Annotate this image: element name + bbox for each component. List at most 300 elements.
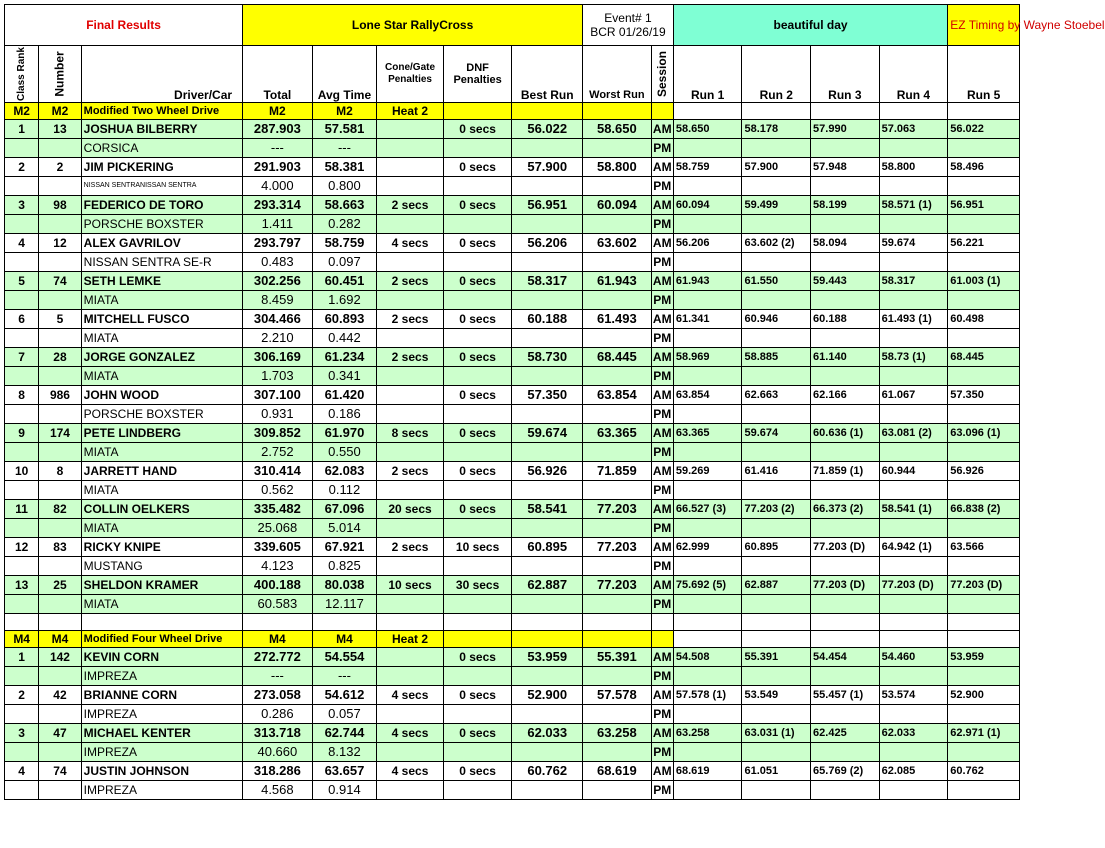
empty-cell (583, 367, 652, 386)
empty-cell (5, 481, 39, 500)
best-run: 62.033 (512, 724, 583, 743)
driver-name: MITCHELL FUSCO (81, 310, 242, 329)
total-time: 291.903 (243, 158, 313, 177)
empty-cell (39, 481, 81, 500)
run-1-time: 61.341 (673, 310, 742, 329)
empty-cell (742, 405, 811, 424)
table-row-car (5, 139, 1020, 158)
header-dnf: DNF Penalties (443, 46, 512, 103)
run-2-time: 77.203 (2) (742, 500, 811, 519)
empty-cell (39, 595, 81, 614)
run-4-time: 57.063 (879, 120, 948, 139)
empty-cell (39, 614, 81, 631)
empty-cell (811, 519, 880, 538)
empty-cell (673, 595, 742, 614)
avg-time: 67.096 (312, 500, 377, 519)
empty-cell (512, 781, 583, 800)
cone-penalty: 2 secs (377, 348, 444, 367)
empty-cell (673, 329, 742, 348)
run-1-time: 54.508 (673, 648, 742, 667)
timing-credit: EZ Timing by Wayne Stoebel (948, 5, 1020, 46)
session-am: AM (651, 686, 673, 705)
session-pm: PM (651, 595, 673, 614)
session-am: AM (651, 310, 673, 329)
diff-avg: 0.186 (312, 405, 377, 424)
best-run: 60.895 (512, 538, 583, 557)
driver-name: JARRETT HAND (81, 462, 242, 481)
empty-cell (377, 667, 444, 686)
diff-previous: 2.210 (243, 329, 313, 348)
cone-penalty: 4 secs (377, 234, 444, 253)
header-row (5, 46, 1020, 103)
run-4-time: 60.944 (879, 462, 948, 481)
class-header-row (5, 103, 1020, 120)
cone-penalty (377, 386, 444, 405)
class-rank: 10 (5, 462, 39, 481)
class-name: Modified Two Wheel Drive (81, 103, 242, 120)
run-3-time: 61.140 (811, 348, 880, 367)
table-row (5, 686, 1020, 705)
run-4-time: 58.571 (1) (879, 196, 948, 215)
empty-cell (5, 139, 39, 158)
empty-cell (673, 667, 742, 686)
avg-time: 60.893 (312, 310, 377, 329)
session-am: AM (651, 120, 673, 139)
run-3-time: 60.188 (811, 310, 880, 329)
empty-cell (879, 215, 948, 234)
empty-cell (512, 519, 583, 538)
table-row (5, 196, 1020, 215)
empty-cell (377, 405, 444, 424)
empty-cell (879, 177, 948, 196)
class-empty-cell (742, 103, 811, 120)
dnf-penalty: 0 secs (443, 158, 512, 177)
empty-cell (742, 139, 811, 158)
car-model: MIATA (81, 595, 242, 614)
diff-avg: 8.132 (312, 743, 377, 762)
table-row-car (5, 291, 1020, 310)
run-3-time: 77.203 (D) (811, 576, 880, 595)
header-worst-run: Worst Run (583, 46, 652, 103)
empty-cell (673, 705, 742, 724)
run-5-time: 66.838 (2) (948, 500, 1020, 519)
avg-time: 58.759 (312, 234, 377, 253)
empty-cell (377, 139, 444, 158)
best-run: 57.350 (512, 386, 583, 405)
class-header-row (5, 631, 1020, 648)
run-5-time: 63.096 (1) (948, 424, 1020, 443)
total-time: 318.286 (243, 762, 313, 781)
run-2-time: 55.391 (742, 648, 811, 667)
avg-time: 80.038 (312, 576, 377, 595)
empty-cell (742, 519, 811, 538)
empty-cell (39, 177, 81, 196)
session-pm: PM (651, 443, 673, 462)
best-run: 53.959 (512, 648, 583, 667)
run-4-time: 77.203 (D) (879, 576, 948, 595)
run-2-time: 57.900 (742, 158, 811, 177)
best-run: 60.188 (512, 310, 583, 329)
class-rank-label: M4 (5, 631, 39, 648)
empty-cell (512, 443, 583, 462)
empty-cell (948, 367, 1020, 386)
run-3-time: 60.636 (1) (811, 424, 880, 443)
diff-avg: 0.550 (312, 443, 377, 462)
run-3-time: 77.203 (D) (811, 538, 880, 557)
table-row-car (5, 329, 1020, 348)
event-name: Lone Star RallyCross (243, 5, 583, 46)
class-empty-cell (879, 631, 948, 648)
session-pm: PM (651, 481, 673, 500)
empty-cell (811, 781, 880, 800)
worst-run: 57.578 (583, 686, 652, 705)
empty-cell (583, 329, 652, 348)
empty-cell (948, 595, 1020, 614)
empty-cell (742, 177, 811, 196)
avg-time: 63.657 (312, 762, 377, 781)
header-run5: Run 5 (948, 46, 1020, 103)
empty-cell (312, 614, 377, 631)
empty-cell (948, 215, 1020, 234)
run-1-time: 58.650 (673, 120, 742, 139)
empty-cell (583, 781, 652, 800)
empty-cell (5, 743, 39, 762)
cone-penalty: 4 secs (377, 686, 444, 705)
table-row (5, 576, 1020, 595)
empty-cell (512, 253, 583, 272)
session-am: AM (651, 272, 673, 291)
empty-cell (512, 215, 583, 234)
empty-cell (39, 329, 81, 348)
driver-name: FEDERICO DE TORO (81, 196, 242, 215)
run-3-time: 66.373 (2) (811, 500, 880, 519)
session-pm: PM (651, 177, 673, 196)
empty-cell (39, 253, 81, 272)
empty-cell (512, 667, 583, 686)
best-run: 56.926 (512, 462, 583, 481)
empty-cell (583, 443, 652, 462)
empty-cell (742, 781, 811, 800)
session-am: AM (651, 462, 673, 481)
diff-previous: 2.752 (243, 443, 313, 462)
run-2-time: 59.674 (742, 424, 811, 443)
table-row (5, 272, 1020, 291)
run-2-time: 62.663 (742, 386, 811, 405)
run-5-time: 63.566 (948, 538, 1020, 557)
empty-cell (5, 177, 39, 196)
total-time: 339.605 (243, 538, 313, 557)
empty-cell (583, 405, 652, 424)
empty-cell (948, 557, 1020, 576)
empty-cell (673, 215, 742, 234)
header-driver-car: Driver/Car (81, 46, 242, 103)
total-time: 302.256 (243, 272, 313, 291)
run-4-time: 64.942 (1) (879, 538, 948, 557)
run-1-time: 62.999 (673, 538, 742, 557)
empty-cell (879, 667, 948, 686)
table-row (5, 424, 1020, 443)
empty-cell (583, 595, 652, 614)
empty-cell (5, 291, 39, 310)
table-row-car (5, 367, 1020, 386)
dnf-penalty: 0 secs (443, 348, 512, 367)
diff-avg: 0.112 (312, 481, 377, 500)
empty-cell (443, 291, 512, 310)
table-row-car (5, 177, 1020, 196)
empty-cell (742, 367, 811, 386)
empty-cell (39, 443, 81, 462)
empty-cell (673, 614, 742, 631)
empty-cell (5, 705, 39, 724)
table-row (5, 234, 1020, 253)
run-5-time: 56.022 (948, 120, 1020, 139)
total-time: 293.797 (243, 234, 313, 253)
session-am: AM (651, 196, 673, 215)
run-5-time: 58.496 (948, 158, 1020, 177)
avg-time: 62.744 (312, 724, 377, 743)
session-pm: PM (651, 743, 673, 762)
empty-cell (443, 519, 512, 538)
dnf-penalty: 0 secs (443, 724, 512, 743)
empty-cell (583, 177, 652, 196)
run-1-time: 57.578 (1) (673, 686, 742, 705)
diff-previous: 25.068 (243, 519, 313, 538)
session-pm: PM (651, 705, 673, 724)
run-4-time: 62.033 (879, 724, 948, 743)
session-pm: PM (651, 215, 673, 234)
empty-cell (948, 443, 1020, 462)
empty-cell (583, 743, 652, 762)
cone-penalty (377, 158, 444, 177)
worst-run: 77.203 (583, 538, 652, 557)
total-time: 313.718 (243, 724, 313, 743)
class-rank: 4 (5, 762, 39, 781)
run-1-time: 66.527 (3) (673, 500, 742, 519)
empty-cell (879, 614, 948, 631)
empty-cell (39, 405, 81, 424)
empty-cell (377, 781, 444, 800)
worst-run: 55.391 (583, 648, 652, 667)
car-model: MIATA (81, 443, 242, 462)
class-rank: 2 (5, 158, 39, 177)
diff-previous: --- (243, 667, 313, 686)
empty-cell (673, 781, 742, 800)
empty-cell (742, 253, 811, 272)
empty-cell (5, 557, 39, 576)
empty-cell (673, 743, 742, 762)
empty-cell (443, 329, 512, 348)
diff-previous: 0.483 (243, 253, 313, 272)
empty-cell (673, 443, 742, 462)
diff-previous: 1.703 (243, 367, 313, 386)
run-4-time: 63.081 (2) (879, 424, 948, 443)
empty-cell (948, 743, 1020, 762)
empty-cell (673, 177, 742, 196)
header-best-run: Best Run (512, 46, 583, 103)
empty-cell (879, 329, 948, 348)
empty-cell (879, 595, 948, 614)
session-am: AM (651, 500, 673, 519)
total-time: 335.482 (243, 500, 313, 519)
car-model: NISSAN SENTRANISSAN SENTRA (81, 177, 242, 196)
empty-cell (879, 557, 948, 576)
empty-cell (879, 443, 948, 462)
car-number: 2 (39, 158, 81, 177)
car-model: MIATA (81, 329, 242, 348)
run-2-time: 63.031 (1) (742, 724, 811, 743)
cone-penalty: 2 secs (377, 272, 444, 291)
empty-cell (742, 291, 811, 310)
session-am: AM (651, 348, 673, 367)
cone-penalty: 2 secs (377, 538, 444, 557)
empty-cell (811, 329, 880, 348)
empty-cell (811, 367, 880, 386)
car-number: 5 (39, 310, 81, 329)
table-row-car (5, 481, 1020, 500)
car-number: 82 (39, 500, 81, 519)
worst-run: 60.094 (583, 196, 652, 215)
class-number-label: M2 (39, 103, 81, 120)
car-number: 74 (39, 272, 81, 291)
class-rank-label: M2 (5, 103, 39, 120)
empty-cell (512, 743, 583, 762)
total-time: 272.772 (243, 648, 313, 667)
run-5-time: 60.498 (948, 310, 1020, 329)
avg-time: 61.234 (312, 348, 377, 367)
class-empty-cell (742, 631, 811, 648)
run-2-time: 60.895 (742, 538, 811, 557)
class-name: Modified Four Wheel Drive (81, 631, 242, 648)
session-am: AM (651, 576, 673, 595)
diff-avg: 0.057 (312, 705, 377, 724)
dnf-penalty: 0 secs (443, 310, 512, 329)
empty-cell (512, 291, 583, 310)
empty-cell (583, 667, 652, 686)
car-number: 83 (39, 538, 81, 557)
class-empty-cell (948, 631, 1020, 648)
class-rank: 12 (5, 538, 39, 557)
car-model: NISSAN SENTRA SE-R (81, 253, 242, 272)
empty-cell (512, 367, 583, 386)
session-pm: PM (651, 291, 673, 310)
title-row (5, 5, 1020, 46)
empty-cell (377, 705, 444, 724)
class-empty-cell (583, 103, 652, 120)
empty-cell (811, 443, 880, 462)
empty-cell (879, 139, 948, 158)
run-5-time: 57.350 (948, 386, 1020, 405)
empty-cell (583, 139, 652, 158)
diff-avg: 0.097 (312, 253, 377, 272)
session-am: AM (651, 234, 673, 253)
empty-cell (583, 557, 652, 576)
empty-cell (948, 291, 1020, 310)
run-5-time: 60.762 (948, 762, 1020, 781)
class-rank: 3 (5, 724, 39, 743)
empty-cell (243, 614, 313, 631)
empty-cell (5, 614, 39, 631)
session-pm: PM (651, 367, 673, 386)
class-empty-cell (673, 631, 742, 648)
header-session: Session (651, 46, 673, 103)
best-run: 56.206 (512, 234, 583, 253)
avg-time: 67.921 (312, 538, 377, 557)
run-4-time: 59.674 (879, 234, 948, 253)
table-row-car (5, 743, 1020, 762)
empty-cell (443, 253, 512, 272)
class-rank: 2 (5, 686, 39, 705)
driver-name: JUSTIN JOHNSON (81, 762, 242, 781)
total-time: 293.314 (243, 196, 313, 215)
empty-cell (39, 215, 81, 234)
empty-cell (377, 614, 444, 631)
table-row-car (5, 443, 1020, 462)
session-pm: PM (651, 139, 673, 158)
best-run: 56.951 (512, 196, 583, 215)
dnf-penalty: 0 secs (443, 462, 512, 481)
header-cone-gate: Cone/Gate Penalties (377, 46, 444, 103)
empty-cell (39, 291, 81, 310)
results-table (4, 4, 1105, 800)
car-number: 42 (39, 686, 81, 705)
empty-cell (948, 329, 1020, 348)
empty-cell (811, 253, 880, 272)
avg-time: 62.083 (312, 462, 377, 481)
diff-avg: 0.442 (312, 329, 377, 348)
empty-cell (5, 595, 39, 614)
avg-time: 61.420 (312, 386, 377, 405)
dnf-penalty: 0 secs (443, 386, 512, 405)
final-results-title: Final Results (5, 5, 243, 46)
class-empty-cell (443, 631, 512, 648)
header-run4: Run 4 (879, 46, 948, 103)
weather-note: beautiful day (673, 5, 947, 46)
car-number: 13 (39, 120, 81, 139)
total-time: 400.188 (243, 576, 313, 595)
driver-name: RICKY KNIPE (81, 538, 242, 557)
run-1-time: 63.365 (673, 424, 742, 443)
driver-name: JOSHUA BILBERRY (81, 120, 242, 139)
empty-cell (512, 405, 583, 424)
worst-run: 63.854 (583, 386, 652, 405)
run-3-time: 57.948 (811, 158, 880, 177)
run-3-time: 54.454 (811, 648, 880, 667)
class-heat: Heat 2 (377, 103, 444, 120)
run-2-time: 59.499 (742, 196, 811, 215)
empty-cell (5, 405, 39, 424)
worst-run: 61.943 (583, 272, 652, 291)
car-number: 986 (39, 386, 81, 405)
class-rank: 1 (5, 120, 39, 139)
avg-time: 57.581 (312, 120, 377, 139)
header-run1: Run 1 (673, 46, 742, 103)
table-row (5, 386, 1020, 405)
empty-cell (443, 667, 512, 686)
empty-cell (948, 614, 1020, 631)
driver-name: PETE LINDBERG (81, 424, 242, 443)
run-1-time: 59.269 (673, 462, 742, 481)
event-number: Event# 1 (604, 11, 652, 25)
header-class-rank: Class Rank (5, 46, 39, 103)
table-row-car (5, 405, 1020, 424)
diff-previous: 0.286 (243, 705, 313, 724)
diff-avg: 0.825 (312, 557, 377, 576)
driver-name: ALEX GAVRILOV (81, 234, 242, 253)
cone-penalty: 10 secs (377, 576, 444, 595)
run-5-time: 61.003 (1) (948, 272, 1020, 291)
class-rank: 8 (5, 386, 39, 405)
driver-name: JORGE GONZALEZ (81, 348, 242, 367)
